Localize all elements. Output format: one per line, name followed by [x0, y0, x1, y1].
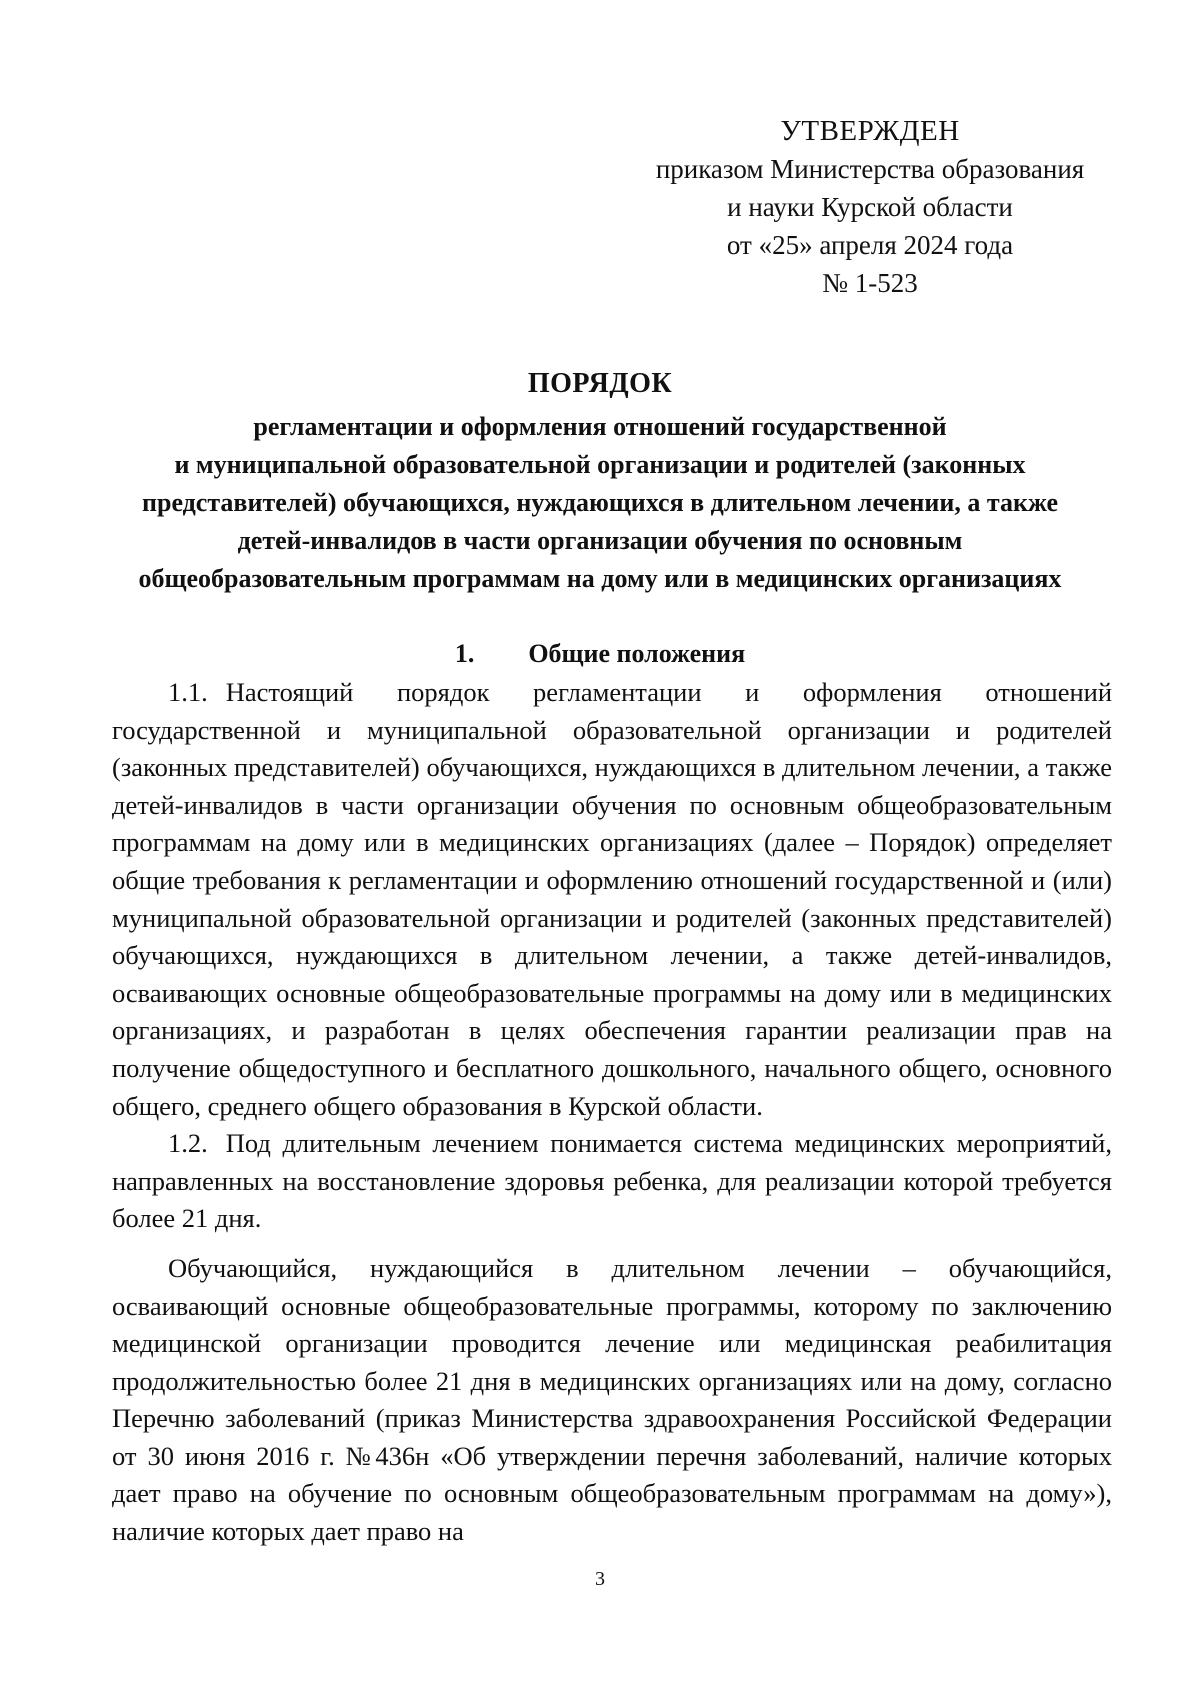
- approval-title: УТВЕРЖДЕН: [780, 115, 960, 147]
- approval-block: [620, 112, 1120, 302]
- paragraph: [112, 674, 1112, 1125]
- document-subtitle-line: детей-инвалидов в части организации обучения по основным: [237, 526, 963, 555]
- document-subtitle-line: и муниципальной образовательной организации и родителей (законных: [174, 450, 1026, 479]
- paragraph-text: Под длительным лечением понимается система медицинских мероприятий, направленных на восстановление здоровья ребенка, для реализации которой требуется более 21 дня.: [112, 1128, 1112, 1234]
- document-title-block: [100, 366, 1100, 598]
- document-subtitle-line: регламентации и оформления отношений государственной: [253, 412, 947, 441]
- page-number: 3: [595, 1568, 605, 1590]
- approval-line: и науки Курской области: [727, 192, 1013, 222]
- paragraph: [112, 1125, 1112, 1238]
- body-text: [112, 674, 1112, 1551]
- approval-date: от «25» апреля 2024 года: [726, 230, 1014, 260]
- section-heading: [100, 636, 1100, 672]
- paragraph-number: 1.1.: [168, 677, 208, 707]
- approval-number: № 1-523: [822, 268, 918, 298]
- document-subtitle-line: представителей) обучающихся, нуждающихся в длительном лечении, а также: [142, 488, 1058, 517]
- approval-line: приказом Министерства образования: [655, 154, 1085, 184]
- section-title: Общие положения: [528, 639, 746, 668]
- paragraph-number: 1.2.: [168, 1128, 208, 1159]
- section-number: 1.: [454, 639, 475, 668]
- paragraph: [112, 1250, 1112, 1551]
- paragraph-text: Настоящий порядок регламентации и оформления отношений государственной и муниципальной образовательной организации и родителей (законных представителей) обучающихся, нуждающихся в длительном лечении, а также детей-инвалидов в части организации обучения по основным общеобразовательным программам на дому или в медицинских организациях (далее – Порядок) определяет общие требования к регламентации и оформлению отношений государственной и (или) муниципальной образовательной организации и родителей (законных представителей) обучающихся, нуждающихся в длительном лечении, а также детей-инвалидов, осваивающих основные общеобразовательные программы на дому или в медицинских организациях, и разработан в целях обеспечения гарантии реализации прав на получение общедоступного и бесплатного дошкольного, начального общего, основного общего, среднего общего образования в Курской области.: [112, 677, 1112, 1121]
- paragraph-text: Обучающийся, нуждающийся в длительном лечении – обучающийся, осваивающий основные общеобразовательные программы, которому по заключению медицинской организации проводится лечение или медицинская реабилитация продолжительностью более 21 дня в медицинских организациях или на дому, согласно Перечню заболеваний (приказ Министерства здравоохранения Российской Федерации от 30 июня 2016 г. №436н «Об утверждении перечня заболеваний, наличие которых дает право на обучение по основным общеобразовательным программам на дому»), наличие которых дает право на: [112, 1252, 1112, 1547]
- document-title: ПОРЯДОК: [527, 368, 673, 399]
- document-subtitle-line: общеобразовательным программам на дому или в медицинских организациях: [138, 564, 1062, 593]
